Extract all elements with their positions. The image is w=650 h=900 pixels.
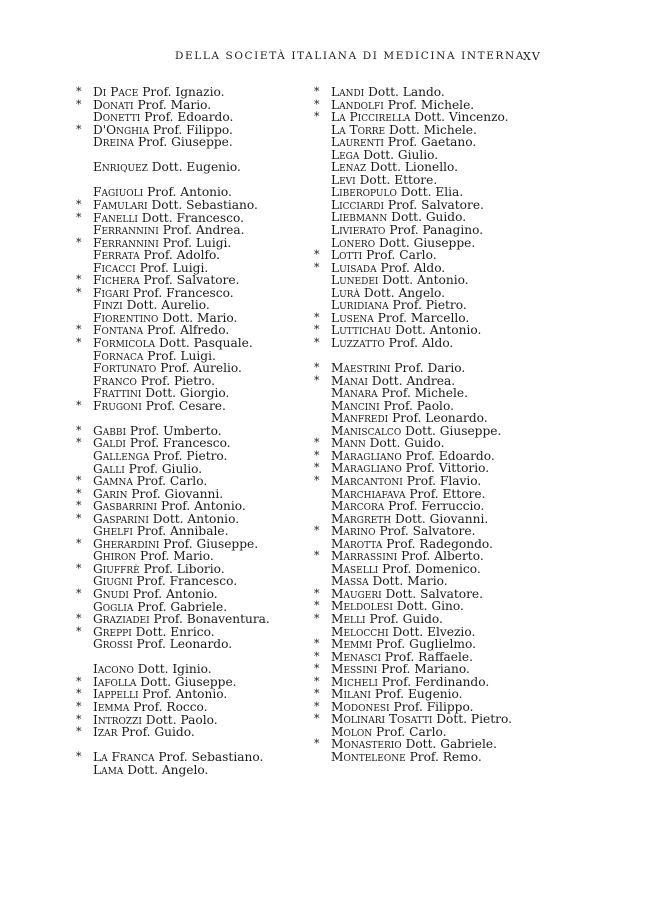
member-title-and-name: Dott. Antonio. <box>152 511 240 526</box>
member-surname: Enriquez <box>93 160 148 175</box>
member-entry <box>318 751 548 764</box>
member-title-and-name: Prof. Francesco. <box>136 574 238 589</box>
member-title-and-name: Prof. Panagino. <box>389 223 484 238</box>
member-surname: Iemma <box>93 699 130 714</box>
member-surname: Garin <box>93 486 128 501</box>
member-star-mark: * <box>314 474 320 487</box>
member-surname: Lotti <box>331 248 363 263</box>
member-title-and-name: Prof. Mariano. <box>381 662 470 677</box>
member-title-and-name: Dott. Guido. <box>391 210 467 225</box>
member-surname: Messini <box>331 662 378 677</box>
member-entry <box>76 398 295 413</box>
member-surname: Galdi <box>93 436 126 451</box>
member-star-mark: * <box>76 687 82 701</box>
member-title-and-name: Dott. Angelo. <box>127 762 209 777</box>
member-surname: Maniscalco <box>331 423 402 438</box>
member-title-and-name: Dott. Salvatore. <box>385 586 483 601</box>
member-title-and-name: Prof. Leonardo. <box>136 637 233 652</box>
member-surname: Laurenti <box>331 135 384 150</box>
member-title-and-name: Dott. Sebastiano. <box>151 198 258 213</box>
member-star-mark: * <box>314 586 320 600</box>
member-surname: Gnudi <box>93 587 129 602</box>
member-surname: Lunedei <box>331 273 379 288</box>
member-title-and-name: Dott. Pasquale. <box>159 336 253 351</box>
member-surname: Grossi <box>93 637 133 652</box>
member-title-and-name: Prof. Paolo. <box>383 398 454 413</box>
member-surname: Luisada <box>331 260 377 275</box>
member-star-mark: * <box>76 674 82 688</box>
member-surname: La Piccirella <box>331 110 411 125</box>
member-surname: Lenaz <box>331 160 367 175</box>
member-star-mark: * <box>76 561 82 575</box>
member-surname: Formicola <box>93 336 156 351</box>
member-star-mark: * <box>76 624 82 638</box>
member-entry <box>80 136 295 149</box>
member-surname: Maragliano <box>331 448 402 463</box>
member-star-mark: * <box>76 436 82 450</box>
member-surname: Marotta <box>331 536 383 551</box>
member-star-mark: * <box>314 699 320 713</box>
member-list-left-column <box>76 85 295 777</box>
member-star-mark: * <box>76 285 82 299</box>
member-surname: Figari <box>93 285 130 300</box>
member-title-and-name: Dott. Andrea. <box>371 373 456 388</box>
member-surname: Licciardi <box>331 197 385 212</box>
member-title-and-name: Prof. Adolfo. <box>143 248 221 263</box>
member-title-and-name: Prof. Carlo. <box>366 248 437 263</box>
member-surname: Micheli <box>331 674 378 689</box>
member-surname: Giugni <box>93 574 133 589</box>
member-surname: Gallenga <box>93 449 150 463</box>
member-surname: Donetti <box>93 110 141 125</box>
member-title-and-name: Dott. Mario. <box>162 310 238 325</box>
member-title-and-name: Prof. Luigi. <box>147 348 216 363</box>
member-title-and-name: Prof. Leonardo. <box>392 411 488 426</box>
member-title-and-name: Prof. Salvatore. <box>379 524 476 539</box>
member-surname: Fortunato <box>93 361 157 376</box>
member-title-and-name: Prof. Salvatore. <box>143 273 240 288</box>
member-star-mark: * <box>314 361 320 375</box>
member-title-and-name: Dott. Pietro. <box>436 712 512 727</box>
member-star-mark: * <box>76 398 82 412</box>
member-surname: Luttichau <box>331 323 392 338</box>
member-surname: Iafolla <box>93 674 137 689</box>
member-title-and-name: Prof. Michele. <box>387 97 475 112</box>
member-surname: Maestrini <box>331 361 391 376</box>
member-star-mark: * <box>314 637 320 651</box>
member-title-and-name: Prof. Umberto. <box>129 423 222 438</box>
member-surname: La Torre <box>331 122 386 137</box>
member-surname: Margreth <box>331 511 392 526</box>
member-star-mark: * <box>76 474 82 488</box>
member-surname: Mann <box>331 436 366 451</box>
member-surname: Fontana <box>93 323 144 338</box>
member-title-and-name: Prof. Cesare. <box>145 398 226 413</box>
member-surname: Gabbi <box>93 423 127 438</box>
member-title-and-name: Prof. Eugenio. <box>374 687 463 702</box>
member-title-and-name: Prof. Francesco. <box>129 436 231 451</box>
member-star-mark: * <box>314 612 320 626</box>
member-star-mark: * <box>76 750 82 764</box>
member-surname: Lurà <box>331 285 360 300</box>
member-surname: Marino <box>331 524 376 539</box>
member-title-and-name: Prof. Carlo. <box>375 724 447 739</box>
member-title-and-name: Prof. Remo. <box>409 750 482 765</box>
member-surname: Lonero <box>331 235 376 250</box>
member-title-and-name: Prof. Luigi. <box>139 260 209 275</box>
member-title-and-name: Dott. Michele. <box>388 122 477 137</box>
member-title-and-name: Dott. Giulio. <box>363 147 439 162</box>
member-title-and-name: Prof. Salvatore. <box>387 197 484 212</box>
member-surname: Molon <box>331 724 373 739</box>
member-surname: Melocchi <box>331 624 389 639</box>
member-title-and-name: Dott. Giuseppe. <box>405 423 502 438</box>
member-star-mark: * <box>314 248 320 262</box>
member-star-mark: * <box>314 662 320 676</box>
member-surname: Mancini <box>331 398 380 413</box>
member-surname: Marrassini <box>331 549 398 564</box>
member-surname: Donati <box>93 97 134 112</box>
member-entry <box>80 638 295 651</box>
page-number: XV <box>523 50 541 63</box>
member-title-and-name: Dott. Giuseppe. <box>378 235 476 250</box>
member-title-and-name: Prof. Giuseppe. <box>163 536 259 551</box>
member-entry <box>314 335 548 350</box>
member-star-mark: * <box>76 486 82 500</box>
member-star-mark: * <box>314 649 320 663</box>
member-surname: Fagiuoli <box>93 185 144 200</box>
member-title-and-name: Prof. Sebastiano. <box>158 750 264 765</box>
member-title-and-name: Prof. Aldo. <box>388 335 454 350</box>
member-surname: Maragliano <box>331 461 402 476</box>
member-title-and-name: Prof. Bonaventura. <box>153 612 270 627</box>
member-surname: Modonesi <box>331 699 390 714</box>
member-title-and-name: Prof. Carlo. <box>136 474 208 489</box>
member-title-and-name: Dott. Lando. <box>368 85 445 99</box>
member-title-and-name: Prof. Francesco. <box>132 285 234 300</box>
member-surname: Fornaca <box>93 348 144 363</box>
member-surname: Levi <box>331 172 356 187</box>
member-title-and-name: Dott. Lionello. <box>370 160 459 175</box>
running-header: DELLA SOCIETÀ ITALIANA DI MEDICINA INTERNA <box>175 50 525 62</box>
member-title-and-name: Dott. Giuseppe. <box>140 674 237 689</box>
member-surname: Monteleone <box>331 750 406 765</box>
member-surname: Graziadei <box>93 612 150 627</box>
member-title-and-name: Prof. Antonio. <box>142 687 228 702</box>
member-surname: Meldolesi <box>331 599 393 614</box>
member-surname: Ficacci <box>93 260 136 275</box>
member-title-and-name: Prof. Edoardo. <box>144 110 234 125</box>
member-surname: Iacono <box>93 662 134 677</box>
member-surname: Frattini <box>93 386 142 401</box>
member-title-and-name: Prof. Giulio. <box>128 461 203 476</box>
member-surname: Iappelli <box>93 687 139 702</box>
member-entry <box>80 161 295 174</box>
member-surname: Ghiron <box>93 549 137 564</box>
member-surname: Massa <box>331 574 369 589</box>
member-surname: Ferrannini <box>93 235 159 250</box>
member-title-and-name: Prof. Giovanni. <box>131 486 224 501</box>
member-surname: Di Pace <box>93 85 139 99</box>
member-star-mark: * <box>314 323 320 337</box>
member-star-mark: * <box>76 612 82 626</box>
member-surname: Fiorentino <box>93 310 159 325</box>
member-title-and-name: Prof. Pietro. <box>153 449 228 463</box>
member-star-mark: * <box>314 448 320 462</box>
member-title-and-name: Prof. Radegondo. <box>386 536 493 551</box>
member-surname: Lega <box>331 147 360 162</box>
member-star-mark: * <box>76 235 82 249</box>
member-surname: Frugoni <box>93 398 142 413</box>
member-surname: Landi <box>331 85 365 99</box>
member-title-and-name: Dott. Antonio. <box>395 323 482 338</box>
member-star-mark: * <box>76 336 82 350</box>
member-title-and-name: Prof. Liborio. <box>143 561 225 576</box>
member-star-mark: * <box>76 122 82 136</box>
member-surname: Marchiafava <box>331 486 406 501</box>
member-star-mark: * <box>314 373 320 387</box>
member-star-mark: * <box>314 549 320 563</box>
member-surname: Monasterio <box>331 737 402 752</box>
member-star-mark: * <box>76 85 82 98</box>
member-surname: Finzi <box>93 298 123 313</box>
member-title-and-name: Dott. Mario. <box>372 574 448 589</box>
member-star-mark: * <box>314 110 320 124</box>
member-title-and-name: Prof. Raffaele. <box>384 649 473 664</box>
member-title-and-name: Prof. Antonio. <box>132 587 218 602</box>
member-star-mark: * <box>76 536 82 550</box>
member-title-and-name: Dott. Giovanni. <box>395 511 489 526</box>
member-surname: Dreina <box>93 135 135 150</box>
member-star-mark: * <box>76 323 82 337</box>
member-title-and-name: Dott. Francesco. <box>141 210 244 225</box>
member-title-and-name: Prof. Andrea. <box>162 223 245 238</box>
member-title-and-name: Prof. Ettore. <box>409 486 486 501</box>
member-surname: Memmi <box>331 637 373 652</box>
member-surname: Maugeri <box>331 586 382 601</box>
member-title-and-name: Dott. Enrico. <box>135 624 215 639</box>
member-title-and-name: Prof. Dario. <box>394 361 466 376</box>
member-surname: Liebmann <box>331 210 388 225</box>
member-surname: Landolfi <box>331 97 384 112</box>
member-surname: Goglia <box>93 599 134 614</box>
member-title-and-name: Prof. Alberto. <box>401 549 484 564</box>
member-surname: Gasbarrini <box>93 499 158 514</box>
member-title-and-name: Dott. Aurelio. <box>126 298 210 313</box>
member-surname: Introzzi <box>93 712 142 727</box>
member-surname: Molinari Tosatti <box>331 712 433 727</box>
member-surname: Manfredi <box>331 411 389 426</box>
member-surname: La Franca <box>93 750 155 765</box>
member-surname: Fichera <box>93 273 140 288</box>
member-surname: Gasparini <box>93 511 149 526</box>
member-title-and-name: Prof. Antonio. <box>160 499 246 514</box>
member-star-mark: * <box>76 210 82 224</box>
member-title-and-name: Prof. Alfredo. <box>146 323 230 338</box>
member-star-mark: * <box>314 687 320 701</box>
member-entry <box>80 764 295 777</box>
member-title-and-name: Prof. Mario. <box>137 97 212 112</box>
member-surname: Izar <box>93 725 118 740</box>
member-star-mark: * <box>76 273 82 287</box>
member-surname: Ferrannini <box>93 223 159 238</box>
member-surname: Milani <box>331 687 371 702</box>
member-star-mark: * <box>76 725 82 739</box>
member-list-right-column <box>314 85 548 765</box>
member-title-and-name: Prof. Filippo. <box>393 699 474 714</box>
member-title-and-name: Prof. Edoardo. <box>405 448 495 463</box>
member-surname: Lusena <box>331 310 374 325</box>
member-star-mark: * <box>76 97 82 111</box>
member-star-mark: * <box>314 310 320 324</box>
member-star-mark: * <box>314 85 320 98</box>
member-surname: Ferrata <box>93 248 140 263</box>
member-title-and-name: Prof. Gabriele. <box>137 599 228 614</box>
member-star-mark: * <box>314 260 320 274</box>
member-star-mark: * <box>314 461 320 475</box>
member-surname: Liberopulo <box>331 185 397 200</box>
member-title-and-name: Prof. Marcello. <box>377 310 470 325</box>
member-title-and-name: Dott. Guido. <box>369 436 445 451</box>
member-surname: Menasci <box>331 649 382 664</box>
member-surname: Famulari <box>93 198 148 213</box>
member-star-mark: * <box>314 97 320 111</box>
member-title-and-name: Prof. Rocco. <box>133 699 208 714</box>
member-title-and-name: Prof. Giuseppe. <box>137 135 233 150</box>
member-title-and-name: Dott. Iginio. <box>137 662 212 677</box>
member-title-and-name: Prof. Guido. <box>121 725 195 740</box>
member-surname: Gamna <box>93 474 133 489</box>
member-surname: Manai <box>331 373 368 388</box>
member-surname: Manara <box>331 386 378 401</box>
member-star-mark: * <box>76 587 82 601</box>
member-star-mark: * <box>314 737 320 751</box>
member-title-and-name: Prof. Ferruccio. <box>388 499 485 514</box>
member-title-and-name: Prof. Aurelio. <box>160 361 242 376</box>
member-title-and-name: Dott. Antonio. <box>382 273 469 288</box>
member-title-and-name: Dott. Elvezio. <box>392 624 476 639</box>
member-title-and-name: Prof. Guglielmo. <box>375 637 476 652</box>
member-title-and-name: Prof. Luigi. <box>162 235 232 250</box>
member-surname: Giuffrè <box>93 561 140 576</box>
member-title-and-name: Prof. Filippo. <box>152 122 233 137</box>
member-entry <box>76 725 295 740</box>
member-star-mark: * <box>76 198 82 212</box>
member-title-and-name: Dott. Elia. <box>400 185 464 200</box>
member-title-and-name: Dott. Gabriele. <box>405 737 497 752</box>
member-title-and-name: Prof. Ferdinando. <box>381 674 490 689</box>
member-surname: Marcantoni <box>331 474 403 488</box>
member-surname: Luzzatto <box>331 335 385 350</box>
member-surname: Galli <box>93 461 125 476</box>
member-star-mark: * <box>314 524 320 538</box>
member-title-and-name: Prof. Michele. <box>381 386 468 401</box>
member-star-mark: * <box>76 712 82 726</box>
member-title-and-name: Prof. Annibale. <box>136 524 229 539</box>
member-surname: D'Onghia <box>93 122 150 137</box>
member-star-mark: * <box>314 599 320 613</box>
member-surname: Melli <box>331 612 366 627</box>
member-title-and-name: Prof. Antonio. <box>147 185 232 200</box>
member-surname: Gherardini <box>93 536 160 551</box>
member-title-and-name: Prof. Vittorio. <box>405 461 490 476</box>
member-title-and-name: Dott. Ettore. <box>359 172 438 187</box>
member-surname: Luridiana <box>331 298 389 313</box>
member-star-mark: * <box>314 335 320 349</box>
member-title-and-name: Dott. Gino. <box>396 599 464 614</box>
member-surname: Maselli <box>331 561 379 576</box>
member-star-mark: * <box>76 499 82 513</box>
member-title-and-name: Dott. Vincenzo. <box>414 110 509 125</box>
member-title-and-name: Prof. Pietro. <box>140 373 215 388</box>
member-star-mark: * <box>76 423 82 437</box>
member-title-and-name: Prof. Mario. <box>140 549 214 564</box>
member-title-and-name: Prof. Ignazio. <box>142 85 225 99</box>
member-star-mark: * <box>314 674 320 688</box>
member-title-and-name: Prof. Domenico. <box>382 561 481 576</box>
member-star-mark: * <box>76 699 82 713</box>
member-title-and-name: Dott. Paolo. <box>145 712 218 727</box>
member-title-and-name: Prof. Pietro. <box>392 298 467 313</box>
member-title-and-name: Prof. Gaetano. <box>387 135 477 150</box>
member-surname: Greppi <box>93 624 132 639</box>
member-surname: Lama <box>93 762 124 777</box>
member-title-and-name: Prof. Flavio. <box>406 474 482 488</box>
member-surname: Fanelli <box>93 210 138 225</box>
member-surname: Livierato <box>331 223 386 238</box>
member-star-mark: * <box>76 511 82 525</box>
member-surname: Marcora <box>331 499 385 514</box>
member-title-and-name: Dott. Eugenio. <box>151 160 241 175</box>
member-surname: Franco <box>93 373 137 388</box>
member-title-and-name: Dott. Giorgio. <box>145 386 230 401</box>
member-star-mark: * <box>314 436 320 450</box>
member-title-and-name: Prof. Aldo. <box>380 260 446 275</box>
member-title-and-name: Prof. Guido. <box>369 612 443 627</box>
member-surname: Ghelfi <box>93 524 133 539</box>
member-title-and-name: Dott. Angelo. <box>363 285 446 300</box>
member-star-mark: * <box>314 712 320 726</box>
